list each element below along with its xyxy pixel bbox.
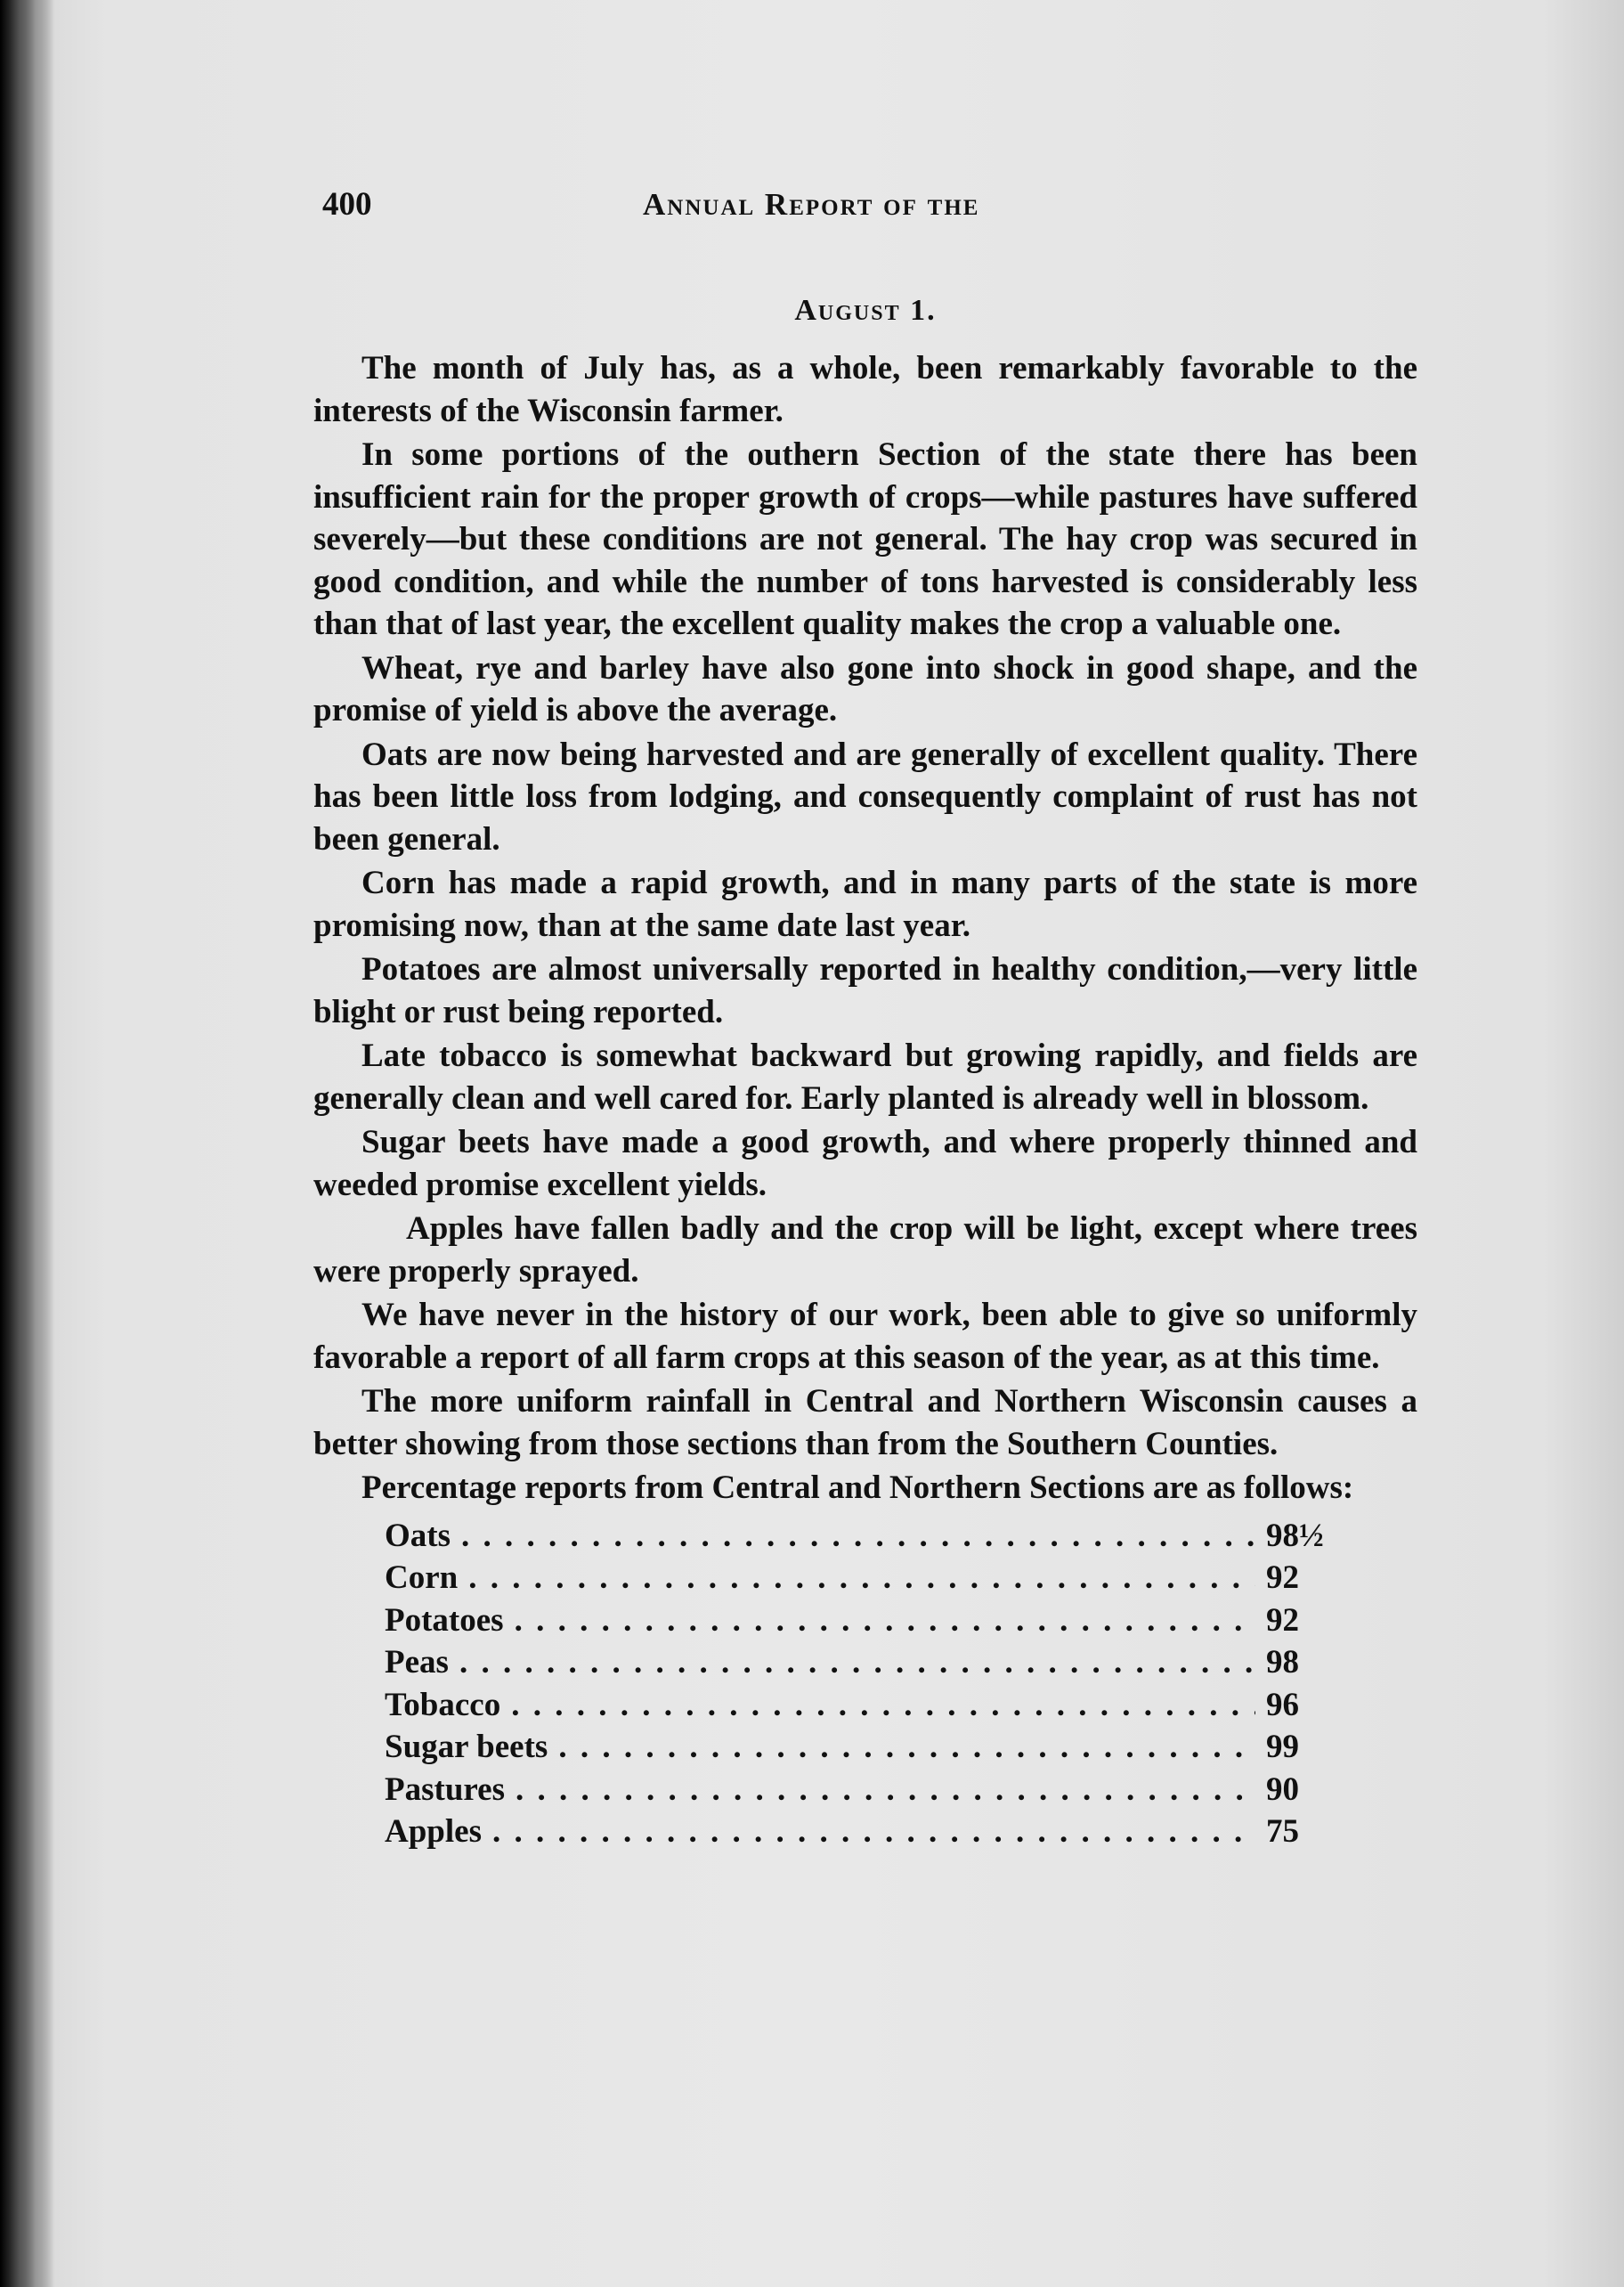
paragraph: Apples have fallen badly and the crop will be light, except where trees were properly sprayed. xyxy=(313,1210,1417,1290)
crop-row xyxy=(385,1557,1328,1599)
dot-leader xyxy=(515,1599,1255,1642)
crop-row xyxy=(385,1726,1328,1769)
running-title: Annual Report of the xyxy=(643,187,980,222)
dot-leader xyxy=(558,1726,1255,1769)
paragraph: We have never in the history of our work, been able to give so uniformly favorable a report of all farm crops at this season of the year, as at this time. xyxy=(313,1297,1417,1376)
dot-leader xyxy=(459,1641,1255,1684)
crop-row xyxy=(385,1641,1328,1684)
dot-leader xyxy=(511,1684,1255,1727)
crop-row xyxy=(385,1515,1328,1558)
paragraph: The more uniform rainfall in Central and Northern Wisconsin causes a better showing from those sections than from the Southern Counties. xyxy=(313,1383,1417,1462)
paragraph: Percentage reports from Central and Northern Sections are as follows: xyxy=(361,1469,1354,1506)
crop-percentage: 96 xyxy=(1266,1686,1299,1723)
paragraph: The month of July has, as a whole, been remarkably favorable to the interests of the Wisconsin farmer. xyxy=(313,350,1417,429)
crop-row xyxy=(385,1769,1328,1811)
crop-percentage: 99 xyxy=(1266,1729,1299,1765)
running-head xyxy=(313,178,1417,232)
crop-row xyxy=(385,1684,1328,1727)
crop-percentage: 90 xyxy=(1266,1770,1299,1808)
paragraph: In some portions of the outhern Section of the state there has been insufficient rain for the proper growth of crops—while pastures have suffered severely—but these conditions are not general. The hay crop was secured in good condition, and while the number of tons harvested is considerably less than that of last year, the excellent quality makes the crop a valuable one. xyxy=(313,436,1417,642)
paragraph: Oats are now being harvested and are generally of excellent quality. There has been little loss from lodging, and consequently complaint of rust has not been general. xyxy=(313,736,1417,858)
book-spine-shadow xyxy=(0,0,53,2287)
crop-name: Oats xyxy=(385,1517,451,1554)
dot-leader xyxy=(468,1557,1255,1599)
report-page xyxy=(313,178,1417,1853)
crop-row xyxy=(385,1811,1328,1853)
crop-name: Potatoes xyxy=(385,1601,504,1639)
paragraph: Potatoes are almost universally reported in healthy condition,—very little blight or rust being reported. xyxy=(313,951,1417,1030)
paragraph: Late tobacco is somewhat backward but growing rapidly, and fields are generally clean and well cared for. Early planted is already well in blossom. xyxy=(313,1038,1417,1117)
page-number: 400 xyxy=(322,186,372,223)
dot-leader xyxy=(516,1769,1255,1811)
crop-name: Tobacco xyxy=(385,1686,501,1723)
dot-leader xyxy=(492,1811,1255,1853)
crop-name: Corn xyxy=(385,1559,459,1596)
paragraph: Corn has made a rapid growth, and in many parts of the state is more promising now, than at the same date last year. xyxy=(313,865,1417,944)
paragraph: Sugar beets have made a good growth, and where properly thinned and weeded promise excellent yields. xyxy=(313,1124,1417,1203)
crop-percentage-table xyxy=(385,1515,1328,1853)
paragraph: Wheat, rye and barley have also gone into shock in good shape, and the promise of yield is above the average. xyxy=(313,649,1417,728)
section-heading: August 1. xyxy=(794,294,937,327)
dot-leader xyxy=(461,1515,1255,1558)
crop-row xyxy=(385,1599,1328,1642)
crop-percentage: 92 xyxy=(1266,1601,1299,1639)
crop-percentage: 98 xyxy=(1266,1644,1299,1681)
crop-percentage: 75 xyxy=(1266,1813,1299,1850)
crop-name: Pastures xyxy=(385,1770,505,1808)
crop-percentage: 98½ xyxy=(1266,1517,1324,1554)
crop-name: Apples xyxy=(385,1813,482,1850)
crop-name: Peas xyxy=(385,1644,449,1681)
crop-percentage: 92 xyxy=(1266,1559,1299,1596)
crop-name: Sugar beets xyxy=(385,1729,548,1765)
